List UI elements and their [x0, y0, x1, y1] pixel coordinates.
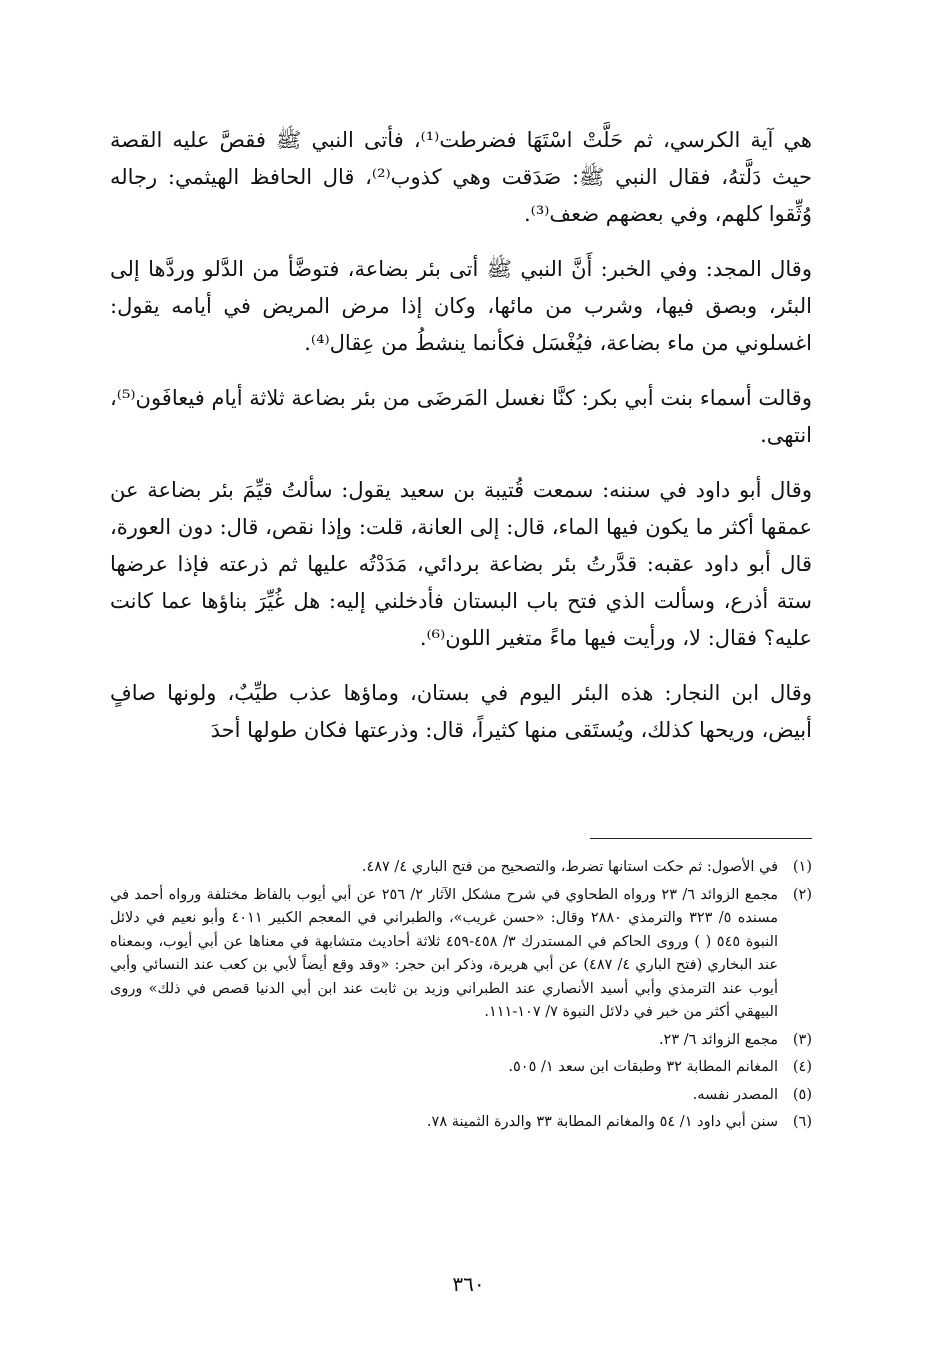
footnote-text: مجمع الزوائد ٦/ ٢٣ ورواه الطحاوي في شرح مشكل الآثار ٢/ ٢٥٦ عن أبي أيوب بالفاظ مختلفة ورواه أحمد في مسنده ٥/ ٣٢٣ والترمذي ٢٨٨٠ وقال: «حسن غريب»، والطبراني في المعجم الكبير ٤٠١١ وأبو نعيم في دلائل النبوة ٥٤٥ ( ) وروى الحاكم في المستدرك ٣/ ٤٥٨-٤٥٩ ثلاثة أحاديث متشابهة في معناها عن أبي أيوب، وبمعناه عند البخاري (فتح الباري ٤/ ٤٨٧) عن أبي هريرة، وذكر ابن حجر: «وقد وقع أيضاً لأبي بن كعب عند النسائي وأبي أيوب عند الترمذي وأبي أسيد الأنصاري عند الطبراني وزيد بن ثابت عند ابن أبي الدنيا قصص في ذلك» وروى البيهقي أكثر من خبر في دلائل النبوة ٧/ ١٠٧-١١١.: [110, 886, 779, 1020]
footnote-4: [110, 1056, 812, 1080]
footnote-number: (٢): [792, 886, 812, 903]
paragraph-1: هي آية الكرسي، ثم حَلَّتْ اسْتَهَا فضرطت⁽¹⁾، فأتى النبي ﷺ فقصَّ عليه القصة حيث دَلَّتهُ، فقال النبي ﷺ: صَدَقت وهي كذوب⁽²⁾، قال الحافظ الهيثمي: رجاله وُثِّقوا كلهم، وفي بعضهم ضعف⁽³⁾.: [110, 128, 812, 226]
footnote-number: (٥): [792, 1086, 812, 1103]
footnote-text: مجمع الزوائد ٦/ ٢٣.: [658, 1031, 778, 1048]
footnote-text: المصدر نفسه.: [692, 1086, 778, 1103]
footnote-number: (١): [792, 859, 812, 875]
footnote-5: [110, 1084, 812, 1108]
page-number: ٣٦٠: [452, 1272, 485, 1296]
footnote-1: [110, 856, 812, 880]
footnote-2: [110, 884, 812, 1025]
footnote-number: (٦): [792, 1114, 812, 1130]
footnote-text: في الأصول: ثم حكت استانها تضرط، والتصحيح من فتح الباري ٤/ ٤٨٧.: [361, 859, 778, 875]
footnote-number: (٣): [792, 1031, 812, 1048]
paragraph-2: وقال المجد: وفي الخبر: أَنَّ النبي ﷺ أتى بئر بضاعة، فتوضَّأ من الدَّلو وردَّها إلى البئر، وبصق فيها، وشرب من مائها، وكان إذا مرض المريض في أيامه يقول: اغسلوني من ماء بضاعة، فيُغْسَل فكأنما ينشطُ من عِقال⁽⁴⁾.: [110, 257, 812, 355]
footnote-text: سنن أبي داود ١/ ٥٤ والمغانم المطابة ٣٣ والدرة الثمينة ٧٨.: [426, 1114, 778, 1130]
footnote-3: [110, 1029, 812, 1053]
footnotes: [110, 856, 812, 1139]
footnote-number: (٤): [792, 1059, 812, 1075]
paragraph-3: وقالت أسماء بنت أبي بكر: كنَّا نغسل المَرضَى من بئر بضاعة ثلاثة أيام فيعافَون⁽⁵⁾، انتهى.: [110, 386, 812, 447]
footnote-separator: [590, 838, 812, 839]
paragraph-4: وقال أبو داود في سننه: سمعت قُتيبة بن سعيد يقول: سألتُ قيِّمَ بئر بضاعة عن عمقها أكثر ما يكون فيها الماء، قال: إلى العانة، قلت: وإذا نقص، قال: دون العورة، قال أبو داود عقبه: قدَّرتُ بئر بضاعة بردائي، مَدَدْتُه عليها ثم ذرعته فإذا عرضها ستة أذرع، وسألت الذي فتح باب البستان فأدخلني إليه: هل غُيِّرَ بناؤها عما كانت عليه؟ فقال: لا، ورأيت فيها ماءً متغير اللون⁽⁶⁾.: [110, 478, 812, 650]
footnote-text: المغانم المطابة ٣٢ وطبقات ابن سعد ١/ ٥٠٥.: [508, 1059, 778, 1075]
footnote-6: [110, 1111, 812, 1135]
main-text: [110, 122, 812, 767]
paragraph-5: وقال ابن النجار: هذه البئر اليوم في بستان، وماؤها عذب طيِّبٌ، ولونها صافٍ أبيض، وريحها كذلك، ويُستَقى منها كثيراً، قال: وذرعتها فكان طولها أحدَ: [110, 681, 812, 742]
